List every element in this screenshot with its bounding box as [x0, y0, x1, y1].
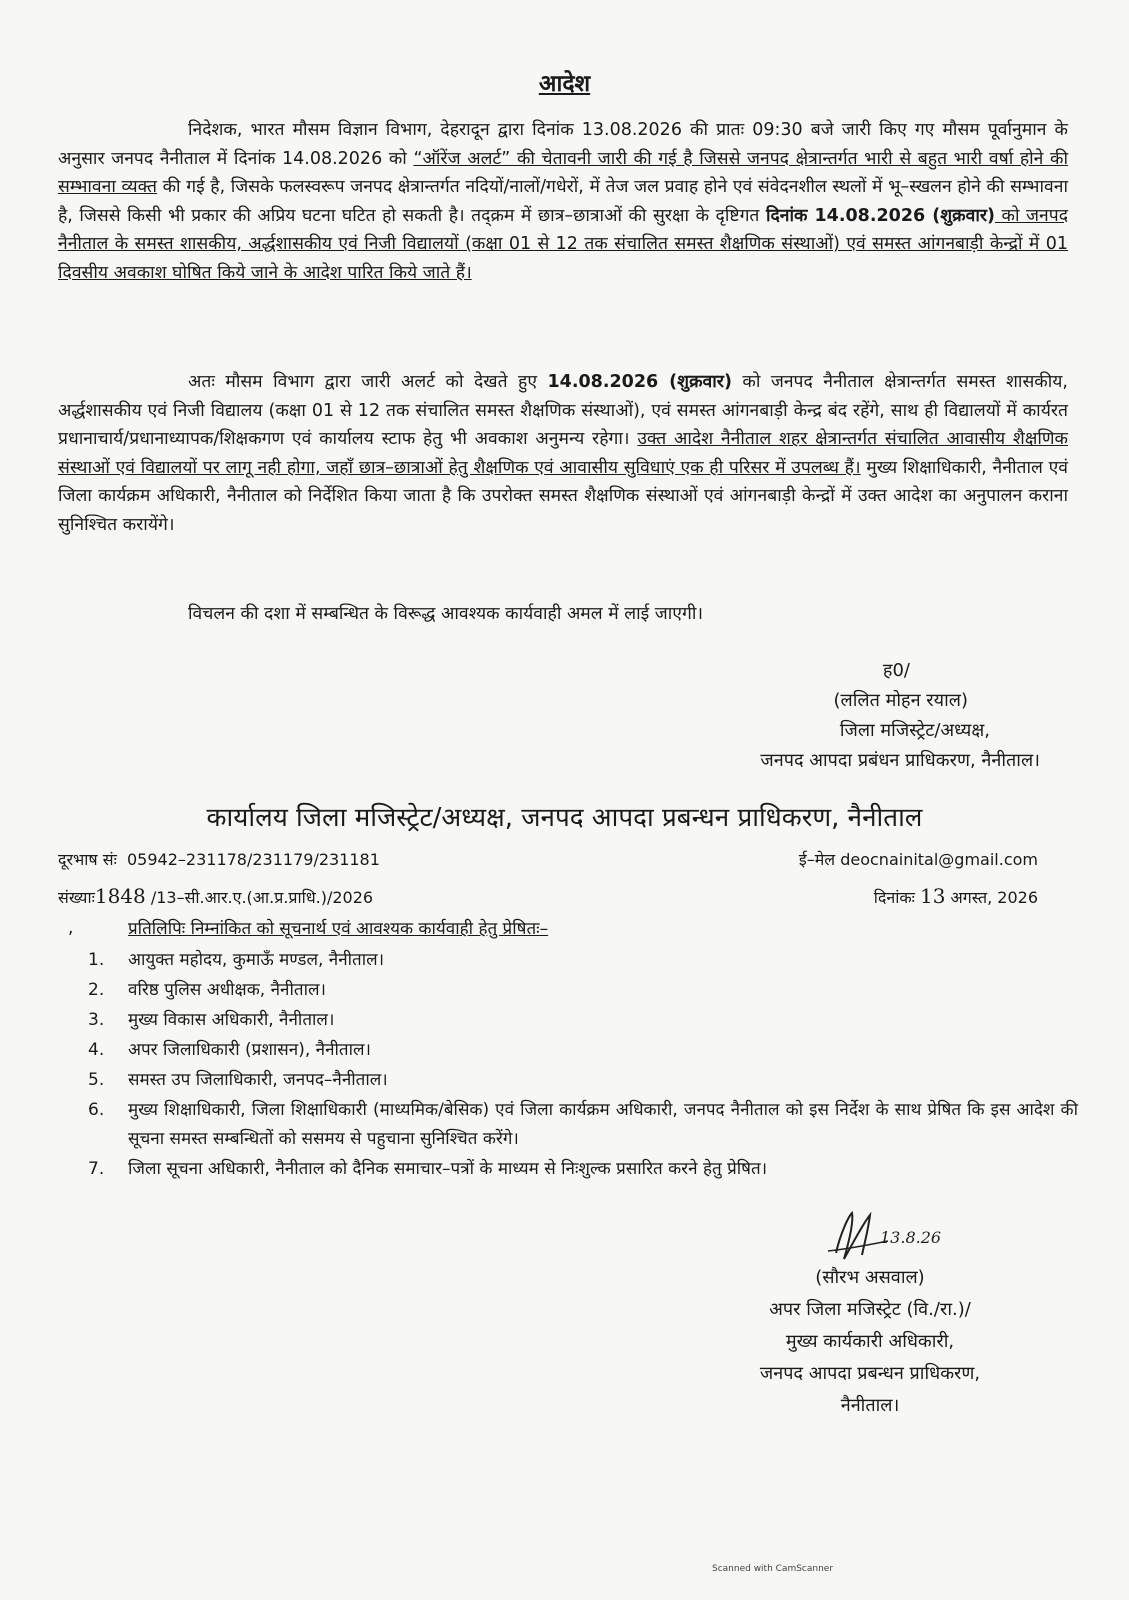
p2-text-c: मुख्य शिक्षाधिकारी, नैनीताल एवं जिला कार्यक्रम अधिकारी, नैनीताल को निर्देशित किया जाता है कि उपरोक्त समस्त शैक्षणिक संस्थाओं एवं आंगनबाड़ी केन्द्रों में उक्त आदेश का अनुपालन कराना सुनिश्चित करायेंगे।	[58, 457, 1068, 535]
p1-bold-date: दिनांक 14.08.2026 (शुक्रवार)	[765, 205, 996, 226]
p2-underlined-exception: उक्त आदेश नैनीताल शहर क्षेत्रान्तर्गत संचालित आवासीय शैक्षणिक संस्थाओं एवं विद्यालयों पर लागू नही होगा, जहाँ छात्र–छात्राओं हेतु शैक्षणिक एवं आवासीय सुविधाएं एक ही परिसर में उपलब्ध हैं।	[58, 429, 1068, 478]
email-address: deocnainital@gmail.com	[840, 850, 1038, 869]
copy-recipient-number: 3.	[88, 1010, 105, 1030]
reference-number-rest: /13–सी.आर.ए.(आ.प्र.प्राधि.)/2026	[150, 888, 374, 907]
copy-recipient-number: 6.	[88, 1100, 105, 1120]
reference-number-label: संख्याः	[58, 888, 95, 907]
handwritten-signature-icon	[818, 1205, 968, 1265]
order-paragraph-1	[58, 116, 1068, 287]
p2-text-b: को जनपद नैनीताल क्षेत्रान्तर्गत समस्त शासकीय, अर्द्धशासकीय एवं निजी विद्यालय (कक्षा 01 से 12 तक संचालित समस्त शैक्षणिक संस्थाओं), एवं समस्त आंगनबाड़ी केन्द्र बंद रहेंगे, साथ ही विद्यालयों में कार्यरत प्रधानाचार्य/प्रधानाध्यापक/शिक्षकगण एवं कार्यालय स्टाफ हेतु भी अवकाश अनुमन्य रहेगा।	[58, 372, 1068, 449]
copy-recipient-text: अपर जिलाधिकारी (प्रशासन), नैनीताल।	[128, 1040, 371, 1060]
signatory-block-2	[700, 1262, 1040, 1422]
signatory-2-designation-1: अपर जिला मजिस्ट्रेट (वि./रा.)/	[769, 1299, 971, 1320]
copy-recipient-item	[88, 1155, 1078, 1184]
copy-recipient-text: मुख्य शिक्षाधिकारी, जिला शिक्षाधिकारी (माध्यमिक/बेसिक) एवं जिला कार्यक्रम अधिकारी, जनपद नैनीताल को इस निर्देश के साथ प्रेषित कि इस आदेश की सूचना समस्त सम्बन्धितों को ससमय से पहुचाना सुनिश्चित करेंगे।	[128, 1100, 1078, 1149]
office-header: कार्यालय जिला मजिस्ट्रेट/अध्यक्ष, जनपद आपदा प्रबन्धन प्राधिकरण, नैनीताल	[206, 803, 923, 833]
copy-recipient-number: 1.	[88, 950, 105, 970]
copy-recipient-text: मुख्य विकास अधिकारी, नैनीताल।	[128, 1010, 335, 1030]
p2-text-a: अतः मौसम विभाग द्वारा जारी अलर्ट को देखते हुए	[188, 372, 548, 392]
signed-mark: ह0/	[882, 660, 910, 681]
date-rest: अगस्त, 2026	[950, 888, 1038, 907]
p2-bold-date: 14.08.2026 (शुक्रवार)	[547, 372, 732, 392]
scanner-watermark: Scanned with CamScanner	[712, 1564, 834, 1574]
signature-date: 13.8.26	[880, 1228, 942, 1247]
document-title: आदेश	[538, 71, 591, 97]
copy-heading: प्रतिलिपिः निम्नांकित को सूचनार्थ एवं आवश्यक कार्यवाही हेतु प्रेषितः–	[128, 919, 549, 939]
email-label: ई–मेल	[798, 850, 836, 869]
copy-mark: ,	[68, 918, 74, 938]
reference-line	[58, 884, 1038, 908]
phone-label: दूरभाष संः	[58, 850, 117, 869]
signatory-2-office: जनपद आपदा प्रबन्धन प्राधिकरण,	[759, 1363, 981, 1384]
signatory-2-designation-2: मुख्य कार्यकारी अधिकारी,	[785, 1331, 955, 1352]
copy-recipient-item	[88, 1096, 1078, 1154]
copy-recipient-text: समस्त उप जिलाधिकारी, जनपद–नैनीताल।	[128, 1070, 388, 1090]
date-handwritten: 13	[919, 884, 946, 908]
date-label: दिनांकः	[873, 888, 915, 907]
copy-recipient-item	[88, 1006, 1078, 1035]
p1-text-a: निदेशक, भारत मौसम विज्ञान विभाग, देहरादून द्वारा दिनांक 13.08.2026 की प्रातः 09:30 बजे जारी किए गए मौसम पूर्वानुमान के अनुसार जनपद नैनीताल में दिनांक 14.08.2026 को	[58, 120, 1068, 169]
copy-recipient-item	[88, 1036, 1078, 1065]
copy-recipient-text: जिला सूचना अधिकारी, नैनीताल को दैनिक समाचार–पत्रों के माध्यम से निःशुल्क प्रसारित करने हेतु प्रेषित।	[128, 1159, 768, 1179]
signatory-1-name: (ललित मोहन रयाल)	[833, 690, 968, 711]
copy-recipient-list	[88, 946, 1078, 1185]
signatory-2-name: (सौरभ असवाल)	[815, 1267, 925, 1288]
copy-recipient-text: आयुक्त महोदय, कुमाऊँ मण्डल, नैनीताल।	[128, 950, 385, 970]
phone-info	[58, 848, 380, 870]
signatory-1-designation: जिला मजिस्ट्रेट/अध्यक्ष,	[839, 720, 990, 741]
copy-recipient-item	[88, 976, 1078, 1005]
contact-line	[58, 848, 1038, 870]
copy-recipient-item	[88, 946, 1078, 975]
email-info	[799, 848, 1038, 870]
reference-date	[874, 884, 1038, 908]
copy-recipient-number: 2.	[88, 980, 105, 1000]
signatory-2-place: नैनीताल।	[840, 1395, 900, 1416]
copy-recipient-number: 7.	[88, 1159, 105, 1179]
copy-recipient-item	[88, 1066, 1078, 1095]
copy-recipient-text: वरिष्ठ पुलिस अधीक्षक, नैनीताल।	[128, 980, 326, 1000]
signatory-1-office: जनपद आपदा प्रबंधन प्राधिकरण, नैनीताल।	[760, 750, 1040, 771]
reference-number-handwritten: 1848	[94, 884, 146, 908]
p1-underlined-alert: “ऑरेंज अलर्ट” की चेतावनी जारी की गई है जिससे जनपद क्षेत्रान्तर्गत भारी से बहुत भारी वर्षा होने की सम्भावना व्यक्त	[58, 148, 1068, 197]
order-paragraph-2	[58, 368, 1068, 539]
p1-underlined-holiday: को जनपद नैनीताल के समस्त शासकीय, अर्द्धशासकीय एवं निजी विद्यालयों (कक्षा 01 से 12 तक संचालित समस्त शैक्षणिक संस्थाओं) एवं समस्त आंगनबाड़ी केन्द्रों में 01 दिवसीय अवकाश घोषित किये जाने के आदेश पारित किये जाते हैं।	[58, 205, 1068, 283]
phone-number: 05942–231178/231179/231181	[127, 850, 380, 869]
copy-recipient-number: 4.	[88, 1040, 105, 1060]
p1-text-b: की गई है, जिसके फलस्वरूप जनपद क्षेत्रान्तर्गत नदियों/नालों/गधेरों, में तेज जल प्रवाह होने एवं संवेदनशील स्थलों में भू–स्खलन होने की सम्भावना है, जिससे किसी भी प्रकार की अप्रिय घटना घटित हो सकती है। तद्क्रम में छात्र–छात्राओं की सुरक्षा के दृष्टिगत	[58, 177, 1068, 226]
reference-number	[58, 884, 373, 908]
signatory-block-1	[600, 656, 1040, 776]
order-paragraph-3: विचलन की दशा में सम्बन्धित के विरूद्ध आवश्यक कार्यवाही अमल में लाई जाएगी।	[188, 604, 703, 624]
copy-recipient-number: 5.	[88, 1070, 105, 1090]
